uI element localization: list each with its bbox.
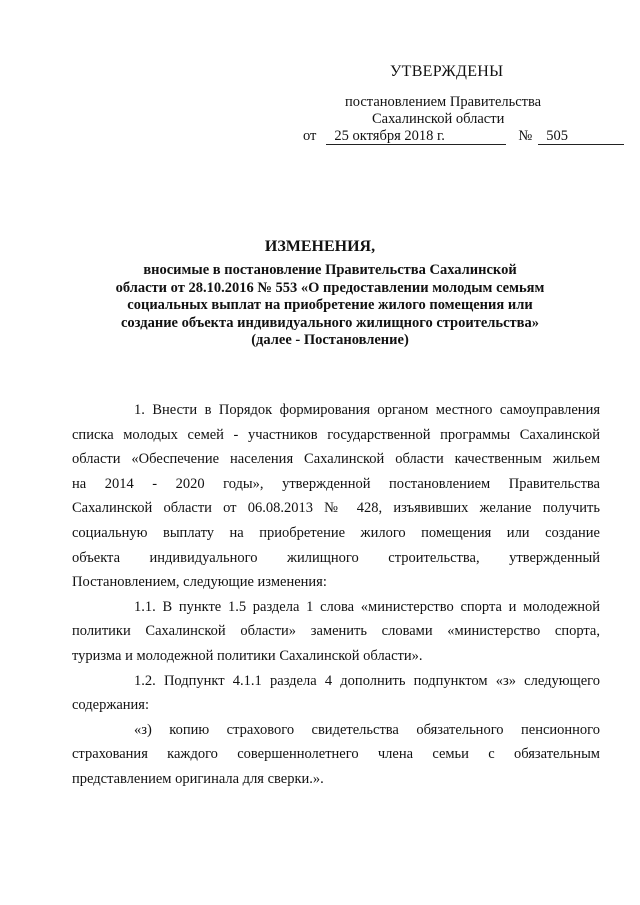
text-line: 1.2. Подпункт 4.1.1 раздела 4 дополнить подпунктом «з» следующего — [134, 672, 600, 689]
approval-line-1: постановлением Правительства — [345, 94, 542, 110]
text-line: туризма и молодежной политики Сахалинской области». — [72, 647, 423, 664]
subheading-line: области от 28.10.2016 № 553 «О предоставлении молодым семьям — [115, 279, 545, 296]
paragraph-4 — [72, 718, 600, 792]
text-line: области «Обеспечение населения Сахалинской области качественным жильем — [72, 451, 600, 468]
number-sign: № — [518, 128, 533, 144]
paragraph-3 — [72, 669, 600, 718]
document-body — [72, 398, 600, 792]
text-line: социальную выплату на приобретение жилого помещения или создание — [72, 524, 600, 541]
paragraph-2 — [72, 595, 600, 669]
document-heading: ИЗМЕНЕНИЯ, — [264, 238, 376, 255]
approval-date: 25 октября 2018 г. — [326, 128, 506, 145]
text-line: 1. Внести в Порядок формирования органом местного самоуправления — [134, 402, 600, 418]
approval-number: 505 — [538, 128, 624, 145]
subheading-line: вносимые в постановление Правительства Сахалинской — [143, 262, 517, 278]
approval-date-row — [303, 128, 624, 145]
document-subheading — [80, 262, 580, 350]
text-line: объекта индивидуального жилищного строительства, утвержденный — [72, 549, 600, 566]
subheading-line: (далее - Постановление) — [251, 332, 409, 348]
approval-title: УТВЕРЖДЕНЫ — [390, 63, 504, 80]
text-line: страхования каждого совершеннолетнего члена семьи с обязательным — [72, 746, 600, 763]
subheading-line: создание объекта индивидуального жилищного строительства» — [121, 314, 539, 331]
text-line: Постановлением, следующие изменения: — [72, 574, 327, 591]
text-line: списка молодых семей - участников государственной программы Сахалинской — [72, 426, 600, 443]
text-line: «з) копию страхового свидетельства обязательного пенсионного — [134, 721, 600, 738]
approval-line-2: Сахалинской области — [372, 111, 505, 127]
subheading-line: социальных выплат на приобретение жилого помещения или — [127, 297, 533, 313]
text-line: на 2014 - 2020 годы», утвержденной постановлением Правительства — [72, 475, 600, 492]
text-line: политики Сахалинской области» заменить словами «министерство спорта, — [72, 623, 600, 640]
paragraph-1 — [72, 398, 600, 595]
text-line: Сахалинской области от 06.08.2013 № 428, изъявивших желание получить — [72, 500, 600, 517]
text-line: содержания: — [72, 697, 150, 714]
text-line: 1.1. В пункте 1.5 раздела 1 слова «министерство спорта и молодежной — [134, 598, 600, 615]
text-line: представлением оригинала для сверки.». — [72, 770, 324, 787]
from-label: от — [303, 128, 317, 144]
